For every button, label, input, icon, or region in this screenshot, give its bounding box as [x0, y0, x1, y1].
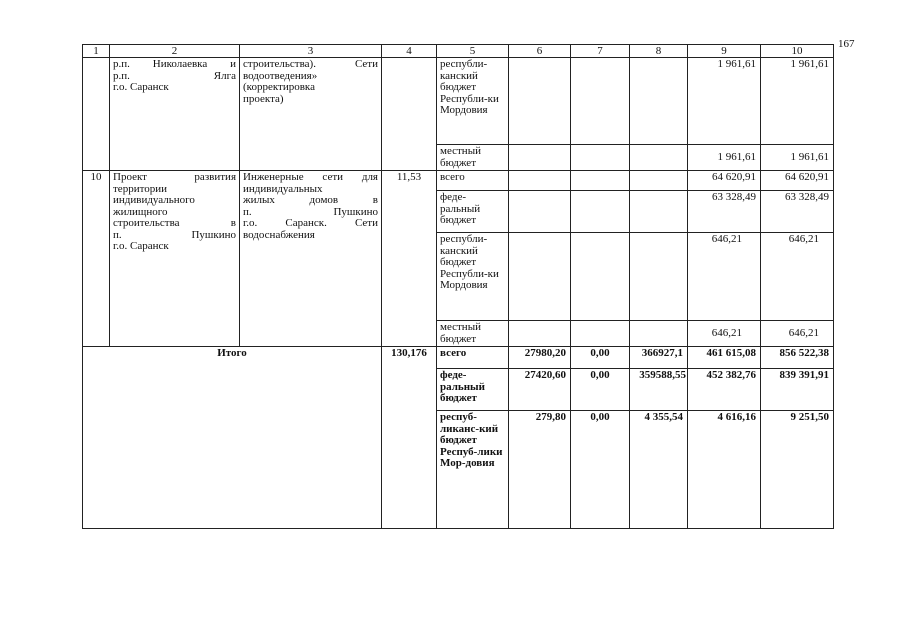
value-cell	[571, 191, 630, 233]
capacity-cell	[382, 58, 437, 171]
value-cell	[509, 321, 571, 347]
budget-source-cell: всего	[437, 171, 509, 191]
value-cell: 63 328,49	[761, 191, 834, 233]
header-cell: 9	[688, 45, 761, 58]
value-cell: 366927,1	[630, 347, 688, 369]
value-cell: 856 522,38	[761, 347, 834, 369]
object-name-line: жилых домов в	[243, 194, 378, 206]
value-cell: 0,00	[571, 347, 630, 369]
header-cell: 5	[437, 45, 509, 58]
total-capacity-cell: 130,176	[382, 347, 437, 529]
object-name-line: (корректировка	[243, 81, 315, 93]
object-name-cell	[240, 171, 382, 347]
budget-source-cell: феде-ральный бюджет	[437, 191, 509, 233]
value-cell: 1 961,61	[761, 58, 834, 145]
value-cell: 64 620,91	[688, 171, 761, 191]
object-name-line: строительства). Сети	[243, 58, 378, 70]
budget-source-cell: всего	[437, 347, 509, 369]
budget-source-cell: местный бюджет	[437, 321, 509, 347]
value-cell: 646,21	[761, 321, 834, 347]
value-cell	[509, 233, 571, 321]
item-number-cell: 10	[83, 171, 110, 347]
project-name-line: р.п. Николаевка и	[113, 58, 236, 70]
project-name-cell	[110, 58, 240, 171]
value-cell: 27420,60	[509, 369, 571, 411]
capacity-cell: 11,53	[382, 171, 437, 347]
value-cell	[630, 145, 688, 171]
value-cell: 0,00	[571, 411, 630, 529]
total-label-cell: Итого	[83, 347, 382, 529]
object-name-line: водоснабжения	[243, 228, 315, 241]
header-cell: 6	[509, 45, 571, 58]
value-cell: 646,21	[688, 233, 761, 321]
budget-source-cell: респуб-ликанс-кий бюджет Респуб-лики Мор-довия	[437, 411, 509, 529]
budget-source-cell: республи-канский бюджет Республи-ки Мордовия	[437, 58, 509, 145]
object-name-line: проекта)	[243, 92, 284, 105]
header-row	[83, 45, 834, 58]
header-cell: 2	[110, 45, 240, 58]
budget-table	[82, 44, 834, 529]
value-cell	[509, 171, 571, 191]
budget-source-cell: республи-канский бюджет Республи-ки Мордовия	[437, 233, 509, 321]
table-row	[83, 347, 834, 369]
project-name-line: Проект развития	[113, 171, 236, 183]
table-row	[83, 58, 834, 145]
header-cell: 10	[761, 45, 834, 58]
item-number-cell	[83, 58, 110, 171]
project-name-line: п. Пушкино	[113, 228, 236, 241]
project-name-cell	[110, 171, 240, 347]
value-cell: 1 961,61	[688, 145, 761, 171]
project-name-line: жилищного	[113, 205, 168, 218]
page-number: 167	[838, 38, 855, 50]
value-cell: 452 382,76	[688, 369, 761, 411]
value-cell	[571, 233, 630, 321]
value-cell: 1 961,61	[761, 145, 834, 171]
header-cell: 3	[240, 45, 382, 58]
object-name-line: индивидуальных	[243, 182, 323, 195]
budget-source-cell: феде-ральный бюджет	[437, 369, 509, 411]
value-cell	[630, 321, 688, 347]
value-cell: 4 355,54	[630, 411, 688, 529]
object-name-line: Инженерные сети для	[243, 171, 378, 183]
header-cell: 4	[382, 45, 437, 58]
object-name-line: п. Пушкино	[243, 205, 378, 218]
project-name-line: г.о. Саранск	[113, 81, 169, 93]
project-name-line: индивидуального	[113, 194, 195, 206]
value-cell: 279,80	[509, 411, 571, 529]
value-cell: 63 328,49	[688, 191, 761, 233]
value-cell: 4 616,16	[688, 411, 761, 529]
budget-source-cell: местный бюджет	[437, 145, 509, 171]
value-cell: 461 615,08	[688, 347, 761, 369]
object-name-cell	[240, 58, 382, 171]
value-cell	[630, 171, 688, 191]
value-cell: 839 391,91	[761, 369, 834, 411]
value-cell: 27980,20	[509, 347, 571, 369]
project-name-line: г.о. Саранск	[113, 240, 169, 252]
value-cell: 64 620,91	[761, 171, 834, 191]
header-cell: 7	[571, 45, 630, 58]
value-cell: 9 251,50	[761, 411, 834, 529]
value-cell	[630, 191, 688, 233]
value-cell	[630, 58, 688, 145]
value-cell: 646,21	[688, 321, 761, 347]
value-cell	[571, 58, 630, 145]
value-cell: 0,00	[571, 369, 630, 411]
value-cell: 1 961,61	[688, 58, 761, 145]
value-cell: 359588,55	[630, 369, 688, 411]
header-cell: 8	[630, 45, 688, 58]
table-row	[83, 171, 834, 191]
header-cell: 1	[83, 45, 110, 58]
value-cell	[630, 233, 688, 321]
value-cell	[509, 58, 571, 145]
value-cell	[509, 145, 571, 171]
object-name-line: водоотведения»	[243, 69, 318, 82]
object-name-line: г.о. Саранск. Сети	[243, 217, 378, 229]
project-name-line: территории	[113, 182, 168, 195]
value-cell	[509, 191, 571, 233]
project-name-line: строительства в	[113, 217, 236, 229]
value-cell: 646,21	[761, 233, 834, 321]
value-cell	[571, 171, 630, 191]
project-name-line: р.п. Ялга	[113, 69, 236, 82]
value-cell	[571, 321, 630, 347]
value-cell	[571, 145, 630, 171]
